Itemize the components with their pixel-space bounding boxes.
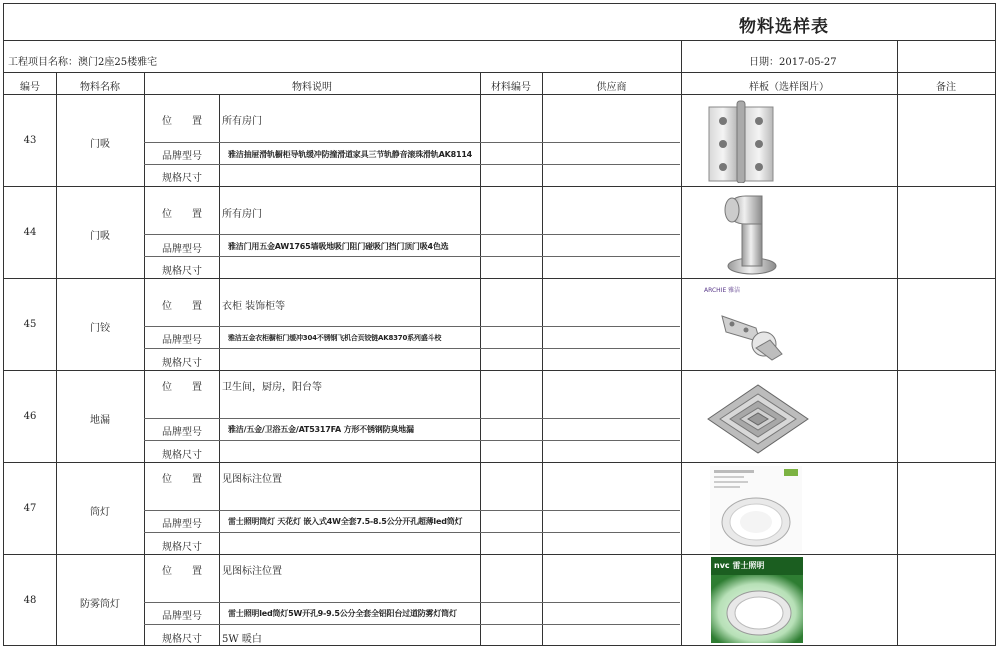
brand-label: 品牌型号: [162, 244, 202, 255]
item-no: 43: [23, 135, 37, 146]
size-label: 规格尺寸: [162, 173, 202, 184]
position-value: 见图标注位置: [222, 474, 282, 485]
header-name: 物料名称: [80, 82, 120, 93]
size-label: 规格尺寸: [162, 634, 202, 645]
brand-value: 雷士照明筒灯 天花灯 嵌入式4W全套7.5-8.5公分开孔超薄led筒灯: [228, 517, 463, 526]
col-divider: [681, 72, 682, 645]
position-value: 所有房门: [222, 116, 262, 127]
row-divider: [4, 94, 995, 95]
floor-drain-image: [704, 381, 812, 457]
col-divider: [144, 72, 145, 645]
nvc-logo: nvc 雷士照明: [714, 561, 765, 570]
downlight-image: [710, 466, 802, 552]
header-code: 材料编号: [491, 82, 531, 93]
col-divider: [897, 40, 898, 72]
position-label: 位 置: [162, 382, 202, 393]
size-value: 5W 暖白: [222, 634, 262, 645]
col-divider: [56, 72, 57, 645]
position-label: 位 置: [162, 301, 202, 312]
brand-value: 雅洁门用五金AW1765墙吸地吸门阻门碰吸门挡门顶门吸4色选: [228, 242, 449, 251]
item-name: 门吸: [90, 139, 110, 150]
position-value: 见图标注位置: [222, 566, 282, 577]
header-remark: 备注: [936, 82, 956, 93]
item-no: 45: [23, 319, 37, 330]
col-divider: [897, 72, 898, 645]
item-name: 门吸: [90, 231, 110, 242]
brand-value: 雅洁/五金/卫浴五金/AT5317FA 方形不锈钢防臭地漏: [228, 425, 414, 434]
position-label: 位 置: [162, 209, 202, 220]
archie-logo: ARCHIE 雅洁: [704, 287, 741, 294]
brand-label: 品牌型号: [162, 427, 202, 438]
col-divider: [480, 72, 481, 645]
row-divider: [4, 72, 995, 73]
project-name: 工程项目名称：澳门2座25楼雅宅: [8, 57, 158, 68]
date-label: 日期：2017-05-27: [749, 57, 837, 68]
col-divider: [542, 72, 543, 645]
size-label: 规格尺寸: [162, 358, 202, 369]
header-supplier: 供应商: [596, 82, 627, 93]
door-stopper-image: [716, 190, 786, 276]
item-no: 44: [23, 227, 37, 238]
size-label: 规格尺寸: [162, 266, 202, 277]
header-desc: 物料说明: [292, 82, 332, 93]
brand-value: 雅洁抽屉滑轨橱柜导轨缓冲防撞滑道家具三节轨静音滚珠滑轨AK8114: [228, 150, 473, 159]
position-label: 位 置: [162, 474, 202, 485]
position-value: 卫生间，厨房，阳台等: [222, 382, 322, 393]
header-no: 编号: [20, 82, 40, 93]
row-divider: [4, 40, 995, 41]
header-sample: 样板（选样图片）: [749, 82, 829, 93]
material-selection-sheet: [3, 3, 996, 646]
item-name: 筒灯: [90, 507, 110, 518]
brand-label: 品牌型号: [162, 335, 202, 346]
position-label: 位 置: [162, 116, 202, 127]
sheet-title: 物料选样表: [739, 17, 829, 37]
item-no: 47: [23, 503, 37, 514]
item-no: 46: [23, 411, 37, 422]
position-value: 所有房门: [222, 209, 262, 220]
door-hinge-image: [701, 99, 781, 183]
brand-label: 品牌型号: [162, 611, 202, 622]
item-name: 门铰: [90, 323, 110, 334]
item-name: 防雾筒灯: [80, 599, 120, 610]
brand-value: 雷士照明led筒灯5W开孔9-9.5公分全套全铝阳台过道防雾灯筒灯: [228, 609, 457, 618]
cabinet-hinge-image: [716, 302, 786, 362]
size-label: 规格尺寸: [162, 450, 202, 461]
item-name: 地漏: [90, 415, 110, 426]
position-value: 衣柜 装饰柜等: [222, 301, 286, 312]
item-no: 48: [23, 595, 37, 606]
col-divider: [681, 40, 682, 72]
size-label: 规格尺寸: [162, 542, 202, 553]
brand-value: 雅洁五金衣柜橱柜门缓冲304不锈钢飞机合页铰链AK8370系列盛斗校: [228, 334, 442, 342]
brand-label: 品牌型号: [162, 519, 202, 530]
brand-label: 品牌型号: [162, 151, 202, 162]
position-label: 位 置: [162, 566, 202, 577]
